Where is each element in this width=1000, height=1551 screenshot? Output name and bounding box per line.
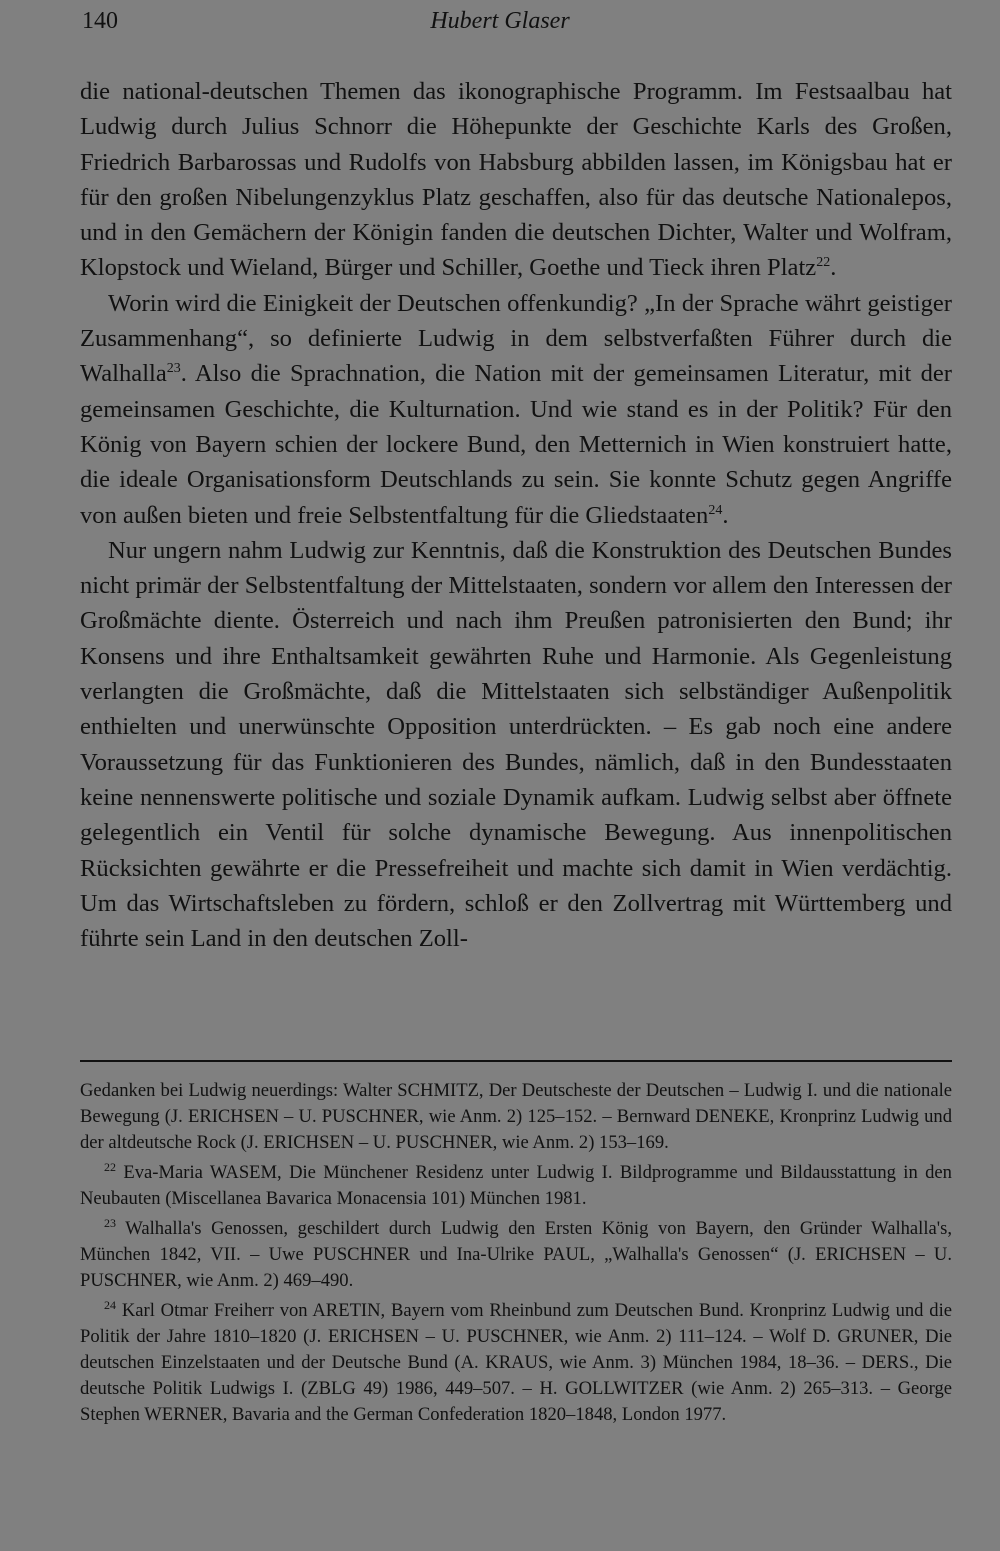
paragraph-1 [80,74,952,286]
footnote-continuation: Gedanken bei Ludwig neuerdings: Walter SCHMITZ, Der Deutscheste der Deutschen – Ludwig I. und die nationale Bewegung (J. ERICHSEN – U. PUSCHNER, wie Anm. 2) 125–152. – Bernward DENEKE, Kronprinz Ludwig und der altdeutsche Rock (J. ERICHSEN – U. PUSCHNER, wie Anm. 2) 153–169. [80,1080,952,1153]
footnote-text: Karl Otmar Freiherr von ARETIN, Bayern vom Rheinbund zum Deutschen Bund. Kronprinz Ludwig und die Politik der Jahre 1810–1820 (J. ERICHSEN – U. PUSCHNER, wie Anm. 2) 111–124. – Wolf D. GRUNER, Die deutschen Einzelstaaten und der Deutsche Bund (A. KRAUS, wie Anm. 3) München 1984, 18–36. – DERS., Die deutsche Politik Ludwigs I. (ZBLG 49) 1986, 449–507. – H. GOLLWITZER (wie Anm. 2) 265–313. – George Stephen WERNER, Bavaria and the German Confederation 1820–1848, London 1977. [80,1300,952,1425]
footnote-ref-23[interactable]: 23 [166,361,181,377]
page-number: 140 [82,8,118,34]
paragraph-2-text-b: . Also die Sprachnation, die Nation mit der gemeinsamen Literatur, mit der gemeinsamen Geschichte, die Kulturnation. Und wie stand es in der Politik? Für den König von Bayern schien der lockere Bund, den Metternich in Wien konstruiert hatte, die ideale Organisationsform Deutschlands zu sein. Sie konnte Schutz gegen Angriffe von außen bieten und freie Selbstentfaltung für die Gliedstaaten [80,360,952,529]
footnote-text: Eva-Maria WASEM, Die Münchener Residenz unter Ludwig I. Bildprogramme und Bildausstattung in den Neubauten (Miscellanea Bavarica Monacensia 101) München 1981. [80,1162,952,1209]
paragraph-3: Nur ungern nahm Ludwig zur Kenntnis, daß die Konstruktion des Deutschen Bundes nicht primär der Selbstentfaltung der Mittelstaaten, sondern vor allem den Interessen der Großmächte diente. Österreich und nach ihm Preußen patronisierten den Bund; ihr Konsens und ihre Enthaltsamkeit gewährten Ruhe und Harmonie. Als Gegenleistung verlangten die Großmächte, daß die Mittelstaaten sich selbständiger Außenpolitik enthielten und unerwünschte Opposition unterdrückten. – Es gab noch eine andere Voraussetzung für das Funktionieren des Bundes, nämlich, daß in den Bundesstaaten keine nennenswerte politische und soziale Dynamik aufkam. Ludwig selbst aber öffnete gelegentlich ein Ventil für solche dynamische Bewegung. Aus innenpolitischen Rücksichten gewährte er die Pressefreiheit und machte sich damit in Wien verdächtig. Um das Wirtschaftsleben zu fördern, schloß er den Zollvertrag mit Württemberg und führte sein Land in den deutschen Zoll- [80,536,952,953]
running-head: Hubert Glaser [430,8,570,34]
footnotes [80,1078,952,1432]
paragraph-1-tail: . [830,254,837,282]
paragraph-1-text: die national-deutschen Themen das ikonographische Programm. Im Festsaalbau hat Ludwig durch Julius Schnorr die Höhepunkte der Geschichte Karls des Großen, Friedrich Barbarossas und Rudolfs von Habsburg abbilden lassen, im Königsbau hat er für den großen Nibelungenzyklus Platz geschaffen, also für das deutsche Nationalepos, und in den Gemächern der Königin fanden die deutschen Dichter, Walter und Wolfram, Klopstock und Wieland, Bürger und Schiller, Goethe und Tieck ihren Platz [80,78,952,282]
footnote-23 [80,1216,952,1294]
body-text [80,74,952,956]
footnote-number: 24 [104,1298,116,1312]
paragraph-2-text-a: Worin wird die Einigkeit der Deutschen offenkundig? „In der Sprache währt geistiger Zusammenhang“, so definierte Ludwig in dem selbstverfaßten Führer durch die Walhalla [80,289,952,388]
paragraph-2 [80,286,952,533]
footnote-rule [80,1060,952,1062]
footnote-number: 23 [104,1216,116,1230]
footnote-text: Walhalla's Genossen, geschildert durch Ludwig den Ersten König von Bayern, den Gründer Walhalla's, München 1842, VII. – Uwe PUSCHNER und Ina-Ulrike PAUL, „Walhalla's Genossen“ (J. ERICHSEN – U. PUSCHNER, wie Anm. 2) 469–490. [80,1218,953,1291]
paragraph-2-tail: . [722,501,729,529]
footnote-ref-24[interactable]: 24 [708,502,723,518]
footnote-ref-22[interactable]: 22 [816,255,831,271]
footnote-22 [80,1160,952,1212]
footnote-24 [80,1298,952,1428]
footnote-number: 22 [104,1160,116,1174]
